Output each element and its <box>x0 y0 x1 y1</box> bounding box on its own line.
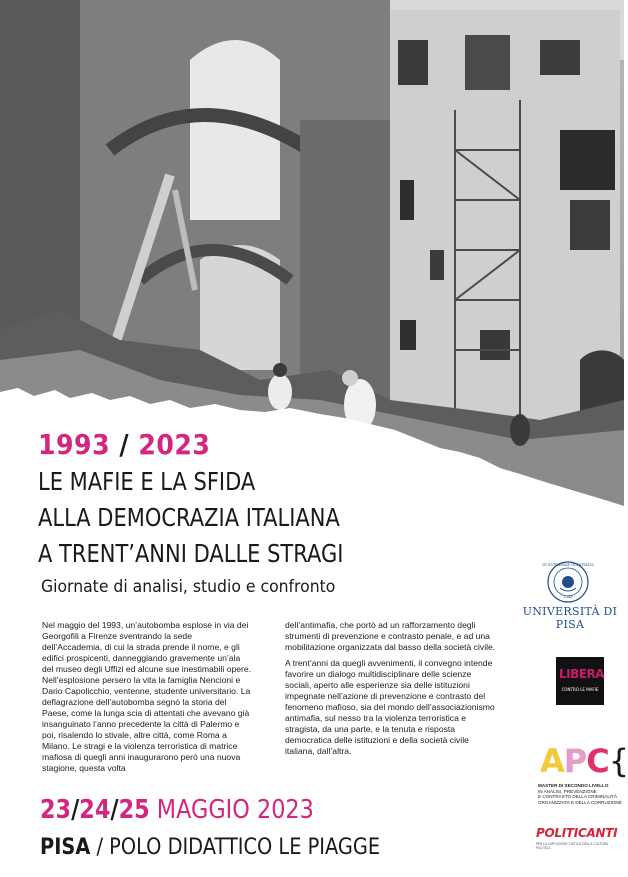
place-separator: / <box>90 835 110 860</box>
event-city: PISA <box>40 835 91 860</box>
apc-line-2: IN ANALISI, PREVENZIONE <box>538 788 597 794</box>
year-separator: / <box>110 428 139 461</box>
apc-letter-c: C <box>586 742 609 780</box>
event-place <box>40 835 380 860</box>
date-separator: / <box>110 795 119 825</box>
body-paragraph: Nel maggio del 1993, un’autobomba esplose in via dei Georgofili a Firenze sventrando la sede dell’Accademia, di cui la strada prende il nome, e gli edifici prospicenti, danneggiando gravemente un’ala del museo degli Uffizi ed alcune sue inestimabili opere. Nell’esplosione persero la vita la famiglia Nencioni e Dario Capolicchio, ventenne, studente universitario. La deflagrazione dell’autobomba segnò la storia del Paese, come la lunga scia di attentati che avevano già insanguinato l’anno precedente la città di Palermo e poi, risalendo lo stivale, altre città, come Roma a Milano. Le stragi e la violenza terroristica di matrice mafiosa di quegli anni inaugurarono però una nuova stagione, questa volta <box>42 620 252 773</box>
body-paragraph: A trent’anni da quegli avvenimenti, il convegno intende favorire un dialogo multidisciplinare delle scienze sociali, aperto alle esperienze sia delle istituzioni impegnate nell’azione di prevenzione e contrasto del fenomeno mafioso, sia del mondo dell’associazionismo antimafia, sul nesso tra la violenza terroristica e stragista, da una parte, e la tenuta e risposta democratica delle istituzioni e della società civile italiana, dall’altra. <box>285 658 495 756</box>
seal-year: 1343 <box>563 595 573 599</box>
apc-description <box>538 783 622 805</box>
subtitle: Giornate di analisi, studio e confronto <box>41 577 336 597</box>
body-column-left <box>42 620 254 779</box>
title-line-3: A TRENT’ANNI DALLE STRAGI <box>38 539 344 568</box>
body-paragraph: dell’antimafia, che portò ad un rafforzamento degli strumenti di prevenzione e contrasto penale, e ad una mobilitazione organizzata dal basso della società civile. <box>285 620 496 652</box>
politicanti-logo: POLITICANTI <box>536 826 618 840</box>
event-venue: POLO DIDATTICO LE PIAGGE <box>109 835 381 860</box>
politicanti-tagline: PER LA DIFFUSIONE CRITICA DELLA CULTURA POLITICA <box>536 842 608 850</box>
university-name: UNIVERSITÀ DI PISA <box>522 605 618 631</box>
event-month-year: MAGGIO 2023 <box>149 795 314 825</box>
year-end: 2023 <box>138 428 211 461</box>
apc-letter-p: P <box>563 742 587 780</box>
years-heading <box>38 428 210 461</box>
apc-line-1: MASTER DI SECONDO LIVELLO <box>538 783 609 788</box>
event-day-2: 24 <box>79 795 111 825</box>
libera-tagline: CONTRO LE MAFIE <box>561 687 599 692</box>
apc-line-3: E CONTRASTO DELLA CRIMINALITÀ <box>538 794 618 800</box>
title-line-2: ALLA DEMOCRAZIA ITALIANA <box>38 503 340 532</box>
libera-logo <box>556 657 604 705</box>
apc-bracket: { <box>608 742 628 780</box>
apc-logo <box>540 742 628 780</box>
apc-letter-a: A <box>540 742 564 780</box>
apc-line-4: ORGANIZZATA E DELLA CORRUZIONE <box>538 799 622 805</box>
seal-motto: IN SUPREMAE DIGNITATIS <box>542 563 594 567</box>
title-line-1: LE MAFIE E LA SFIDA <box>38 467 256 496</box>
date-separator: / <box>71 795 80 825</box>
libera-wordmark: LIBERA <box>559 667 604 681</box>
event-day-3: 25 <box>118 795 150 825</box>
body-column-right <box>285 620 497 762</box>
event-day-1: 23 <box>40 795 72 825</box>
event-dates <box>40 795 314 825</box>
year-start: 1993 <box>38 428 111 461</box>
